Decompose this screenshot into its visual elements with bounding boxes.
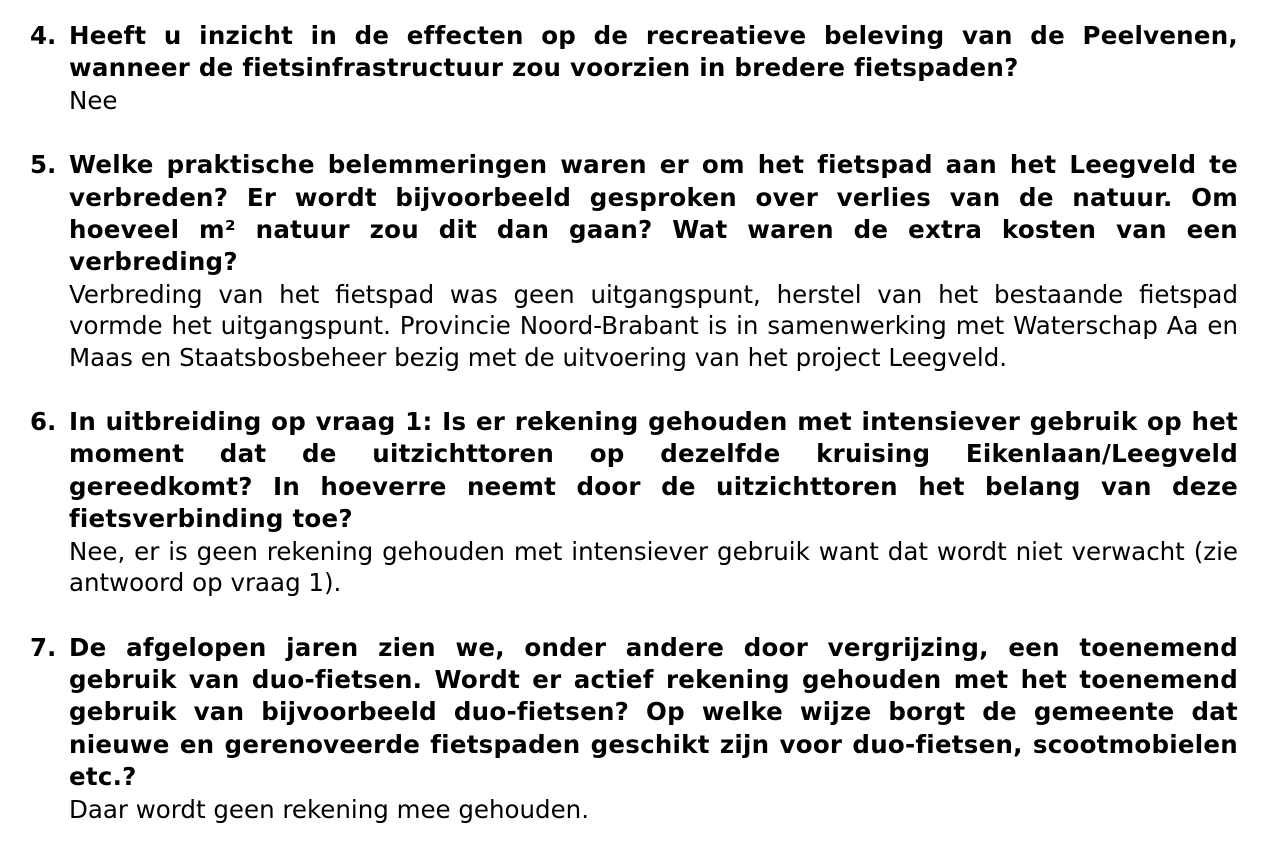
question-number: 5. xyxy=(30,150,57,180)
answer-text: Nee, er is geen rekening gehouden met intensiever gebruik want dat wordt niet verwacht (zie antwoord op vraag 1). xyxy=(69,536,1238,598)
question-body xyxy=(69,632,1238,825)
answer-text: Nee xyxy=(69,85,118,115)
question-item-7 xyxy=(30,632,1238,825)
question-body xyxy=(69,406,1238,598)
question-text: De afgelopen jaren zien we, onder andere door vergrijzing, een toenemend gebruik van duo-fietsen. Wordt er actief rekening gehouden met het toenemend gebruik van bijvoorbeeld duo-fietsen? Op welke wijze borgt de gemeente dat nieuwe en gerenoveerde fietspaden geschikt zijn voor duo-fietsen, scootmobielen etc.? xyxy=(69,632,1238,792)
document-page xyxy=(30,20,1238,858)
question-number: 4. xyxy=(30,21,57,50)
answer-text: Daar wordt geen rekening mee gehouden. xyxy=(69,794,589,824)
question-body xyxy=(69,20,1238,116)
question-number: 7. xyxy=(30,632,57,662)
question-item-5 xyxy=(30,149,1238,373)
question-text: Heeft u inzicht in de effecten op de recreatieve beleving van de Peelvenen, wanneer de fietsinfrastructuur zou voorzien in bredere fietspaden? xyxy=(69,21,1238,83)
question-number: 6. xyxy=(30,407,57,437)
question-text: In uitbreiding op vraag 1: Is er rekening gehouden met intensiever gebruik op het moment dat de uitzichttoren op dezelfde kruising Eikenlaan/Leegveld gereedkomt? In hoeverre neemt door de uitzichttoren het belang van deze fietsverbinding toe? xyxy=(69,407,1238,534)
question-body xyxy=(69,149,1238,373)
question-item-4 xyxy=(30,20,1238,116)
question-item-6 xyxy=(30,406,1238,598)
answer-text: Verbreding van het fietspad was geen uitgangspunt, herstel van het bestaande fietspad vormde het uitgangspunt. Provincie Noord-Brabant is in samenwerking met Waterschap Aa en Maas en Staatsbosbeheer bezig met de uitvoering van het project Leegveld. xyxy=(69,279,1238,372)
question-text: Welke praktische belemmeringen waren er om het fietspad aan het Leegveld te verbreden? Er wordt bijvoorbeeld gesproken over verlies van de natuur. Om hoeveel m² natuur zou dit dan gaan? Wat waren de extra kosten van een verbreding? xyxy=(69,150,1238,277)
